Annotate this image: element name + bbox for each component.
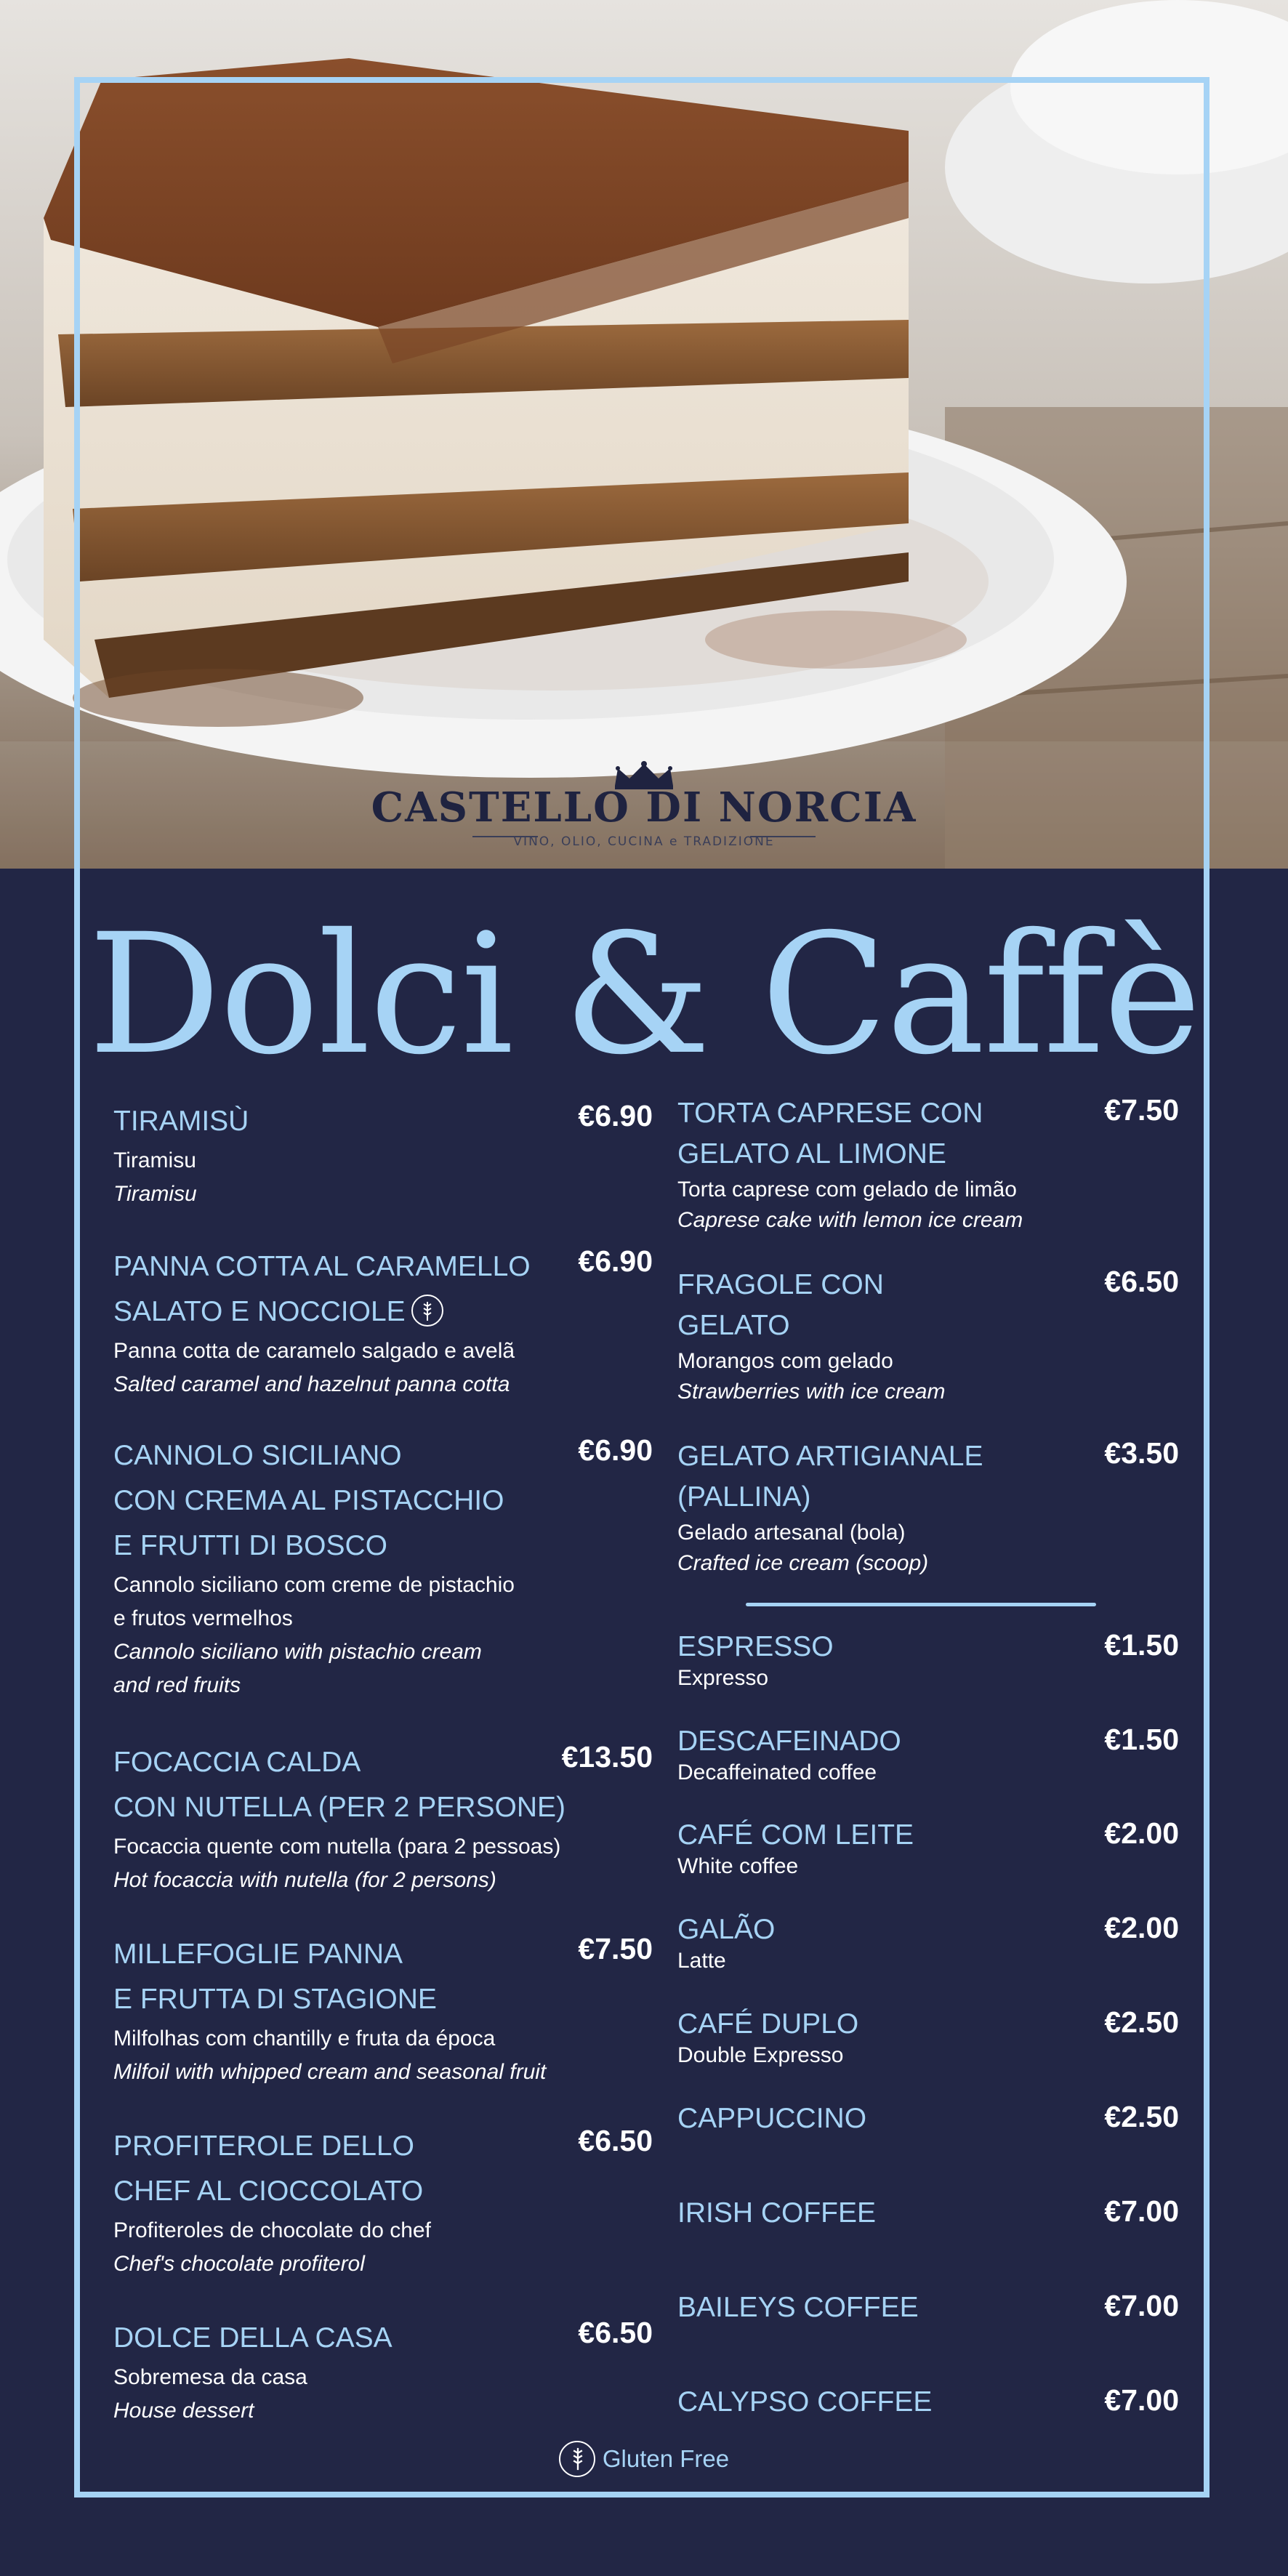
item-price: €6.50: [1104, 1265, 1179, 1298]
coffee-item-cappuccino: [677, 2100, 1179, 2138]
coffee-item-espresso: [677, 1628, 1179, 1691]
item-desc-pt: Milfolhas com chantilly e fruta da época: [113, 2026, 496, 2050]
item-desc-en: Caprese cake with lemon ice cream: [677, 1208, 1023, 1232]
item-name: IRISH COFFEE: [677, 2197, 877, 2229]
item-name: TORTA CAPRESE CON: [677, 1098, 983, 1129]
item-desc-pt: Morangos com gelado: [677, 1349, 893, 1373]
dessert-item-profiterole: [113, 2124, 653, 2281]
item-name: CAPPUCCINO: [677, 2103, 867, 2134]
gluten-free-legend: [0, 2441, 1288, 2477]
item-desc-en: Milfoil with whipped cream and seasonal fruit: [113, 2060, 547, 2084]
item-name-line2: E FRUTTA DI STAGIONE: [113, 1984, 437, 2015]
dessert-item-torta-caprese: [677, 1093, 1179, 1236]
item-desc-pt-line2: e frutos vermelhos: [113, 1606, 293, 1630]
item-desc: White coffee: [677, 1854, 799, 1878]
item-name: TIRAMISÙ: [113, 1106, 249, 1137]
item-desc-pt: Torta caprese com gelado de limão: [677, 1178, 1017, 1202]
item-desc-en: Salted caramel and hazelnut panna cotta: [113, 1372, 510, 1396]
item-desc-en: Hot focaccia with nutella (for 2 persons): [113, 1868, 496, 1892]
brand-tagline: VINO, OLIO, CUCINA e TRADIZIONE: [513, 834, 775, 849]
item-name: MILLEFOGLIE PANNA: [113, 1939, 403, 1970]
item-price: €2.50: [1104, 2005, 1179, 2039]
brand-name: CASTELLO DI NORCIA: [371, 784, 917, 832]
item-price: €6.50: [578, 2124, 653, 2157]
item-price: €13.50: [561, 1740, 653, 1774]
dessert-item-panna-cotta: [113, 1244, 653, 1401]
item-name-line2: CON CREMA AL PISTACCHIO: [113, 1485, 504, 1516]
item-name-line3: E FRUTTI DI BOSCO: [113, 1530, 388, 1561]
dessert-item-focaccia: [113, 1740, 653, 1897]
item-desc-en-line2: and red fruits: [113, 1673, 241, 1697]
item-desc-pt: Gelado artesanal (bola): [677, 1521, 906, 1545]
item-name-line2: (PALLINA): [677, 1481, 811, 1513]
legend-label: Gluten Free: [602, 2445, 730, 2472]
item-price: €3.50: [1104, 1436, 1179, 1470]
item-desc-pt: Cannolo siciliano com creme de pistachio: [113, 1573, 515, 1597]
item-name: DOLCE DELLA CASA: [113, 2322, 393, 2354]
item-name: PANNA COTTA AL CARAMELLO: [113, 1251, 531, 1282]
item-name: DESCAFEINADO: [677, 1726, 901, 1757]
item-price: €6.90: [578, 1244, 653, 1278]
item-price: €2.50: [1104, 2100, 1179, 2133]
item-desc: Decaffeinated coffee: [677, 1760, 877, 1784]
item-name-line2: GELATO AL LIMONE: [677, 1138, 946, 1170]
item-name: GELATO ARTIGIANALE: [677, 1441, 983, 1472]
coffee-item-calypso-coffee: [677, 2383, 1179, 2421]
item-price: €1.50: [1104, 1628, 1179, 1662]
item-desc-en: Chef's chocolate profiterol: [113, 2252, 365, 2276]
coffee-item-baileys-coffee: [677, 2289, 1179, 2327]
item-desc: Expresso: [677, 1666, 769, 1690]
item-price: €7.50: [578, 1932, 653, 1965]
item-desc-pt: Tiramisu: [113, 1148, 196, 1172]
item-price: €6.50: [578, 2316, 653, 2349]
gluten-free-badge: [559, 2441, 595, 2477]
item-price: €7.00: [1104, 2383, 1179, 2417]
wheat-icon: [568, 2446, 588, 2472]
item-name: CAFÉ DUPLO: [677, 2008, 859, 2040]
item-name: FOCACCIA CALDA: [113, 1747, 361, 1778]
item-name: BAILEYS COFFEE: [677, 2292, 919, 2323]
item-name: GALÃO: [677, 1914, 776, 1945]
item-price: €6.90: [578, 1433, 653, 1467]
item-desc-pt: Panna cotta de caramelo salgado e avelã: [113, 1339, 515, 1363]
item-price: €7.00: [1104, 2289, 1179, 2322]
coffee-item-irish-coffee: [677, 2194, 1179, 2232]
item-price: €2.00: [1104, 1816, 1179, 1850]
item-desc-pt: Focaccia quente com nutella (para 2 pessoas): [113, 1835, 561, 1859]
item-desc: Latte: [677, 1949, 726, 1973]
coffee-item-cafe-duplo: [677, 2005, 1179, 2068]
item-name-line2: CON NUTELLA (PER 2 PERSONE): [113, 1792, 565, 1823]
menu-title: Dolci & Caffè: [88, 898, 1200, 1091]
item-name: CALYPSO COFFEE: [677, 2386, 933, 2418]
item-name: CAFÉ COM LEITE: [677, 1819, 914, 1851]
item-name: CANNOLO SICILIANO: [113, 1440, 402, 1471]
item-name: FRAGOLE CON: [677, 1269, 884, 1300]
item-desc-en: Crafted ice cream (scoop): [677, 1551, 929, 1575]
item-desc-en: House dessert: [113, 2399, 254, 2423]
item-name: ESPRESSO: [677, 1631, 834, 1662]
gluten-free-badge: [411, 1295, 443, 1327]
dessert-item-gelato: [677, 1436, 1179, 1579]
item-price: €2.00: [1104, 1911, 1179, 1944]
coffee-item-cafe-com-leite: [677, 1816, 1179, 1879]
item-desc-en: Tiramisu: [113, 1182, 197, 1206]
item-desc-pt: Profiteroles de chocolate do chef: [113, 2218, 431, 2242]
coffee-item-descafeinado: [677, 1723, 1179, 1785]
item-desc: Double Expresso: [677, 2043, 844, 2067]
item-desc-en: Cannolo siciliano with pistachio cream: [113, 1640, 482, 1664]
dessert-item-dolce-casa: [113, 2316, 653, 2428]
section-divider: [746, 1603, 1096, 1606]
item-price: €6.90: [578, 1099, 653, 1132]
item-price: €1.50: [1104, 1723, 1179, 1756]
wheat-icon: [419, 1300, 436, 1322]
item-price: €7.00: [1104, 2194, 1179, 2228]
item-price: €7.50: [1104, 1093, 1179, 1127]
item-name: PROFITEROLE DELLO: [113, 2130, 414, 2162]
item-name-line2: SALATO E NOCCIOLE: [113, 1289, 653, 1335]
item-desc-en: Strawberries with ice cream: [677, 1380, 946, 1404]
dessert-item-millefoglie: [113, 1932, 653, 2089]
dessert-item-cannolo: [113, 1433, 653, 1702]
dessert-item-tiramisu: [113, 1099, 653, 1211]
dessert-item-fragole: [677, 1265, 1179, 1407]
item-name-line2: CHEF AL CIOCCOLATO: [113, 2175, 424, 2207]
coffee-item-galao: [677, 1911, 1179, 1973]
item-desc-pt: Sobremesa da casa: [113, 2365, 307, 2389]
item-name-line2: GELATO: [677, 1310, 790, 1341]
